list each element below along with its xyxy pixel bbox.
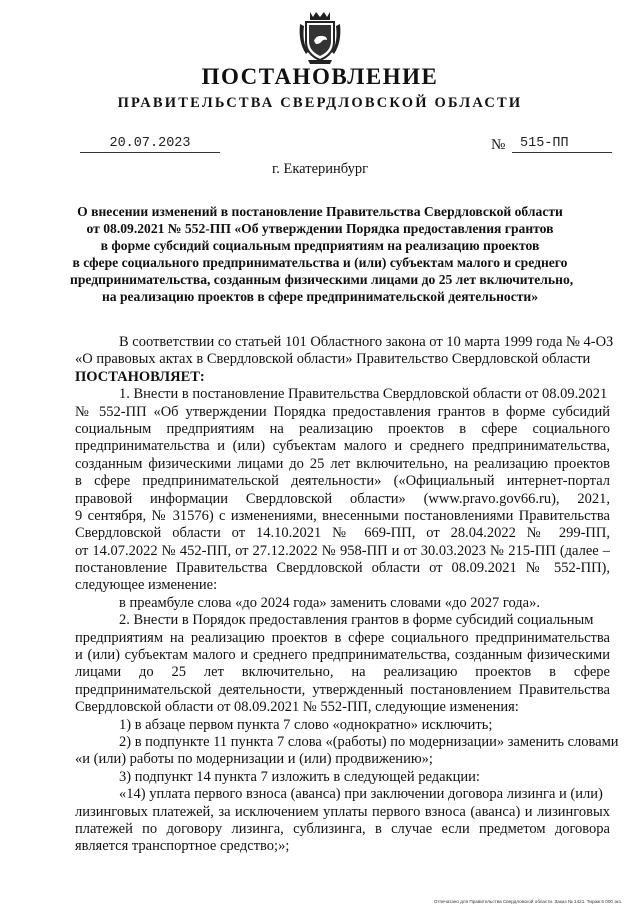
body-line: предпринимательской деятельности, утвержденный постановлением Правительства <box>75 681 610 698</box>
body-line: «и (или) работы по модернизации и (или) продвижению»; <box>75 751 433 768</box>
body-line: в преамбуле слова «до 2024 года» заменить словами «до 2027 года». <box>119 594 540 611</box>
document-type-heading: ПОСТАНОВЛЕНИЕ <box>201 64 439 89</box>
body-line: 1. Внести в постановление Правительства Свердловской области от 08.09.2021 <box>119 386 608 403</box>
issuing-organization: ПРАВИТЕЛЬСТВА СВЕРДЛОВСКОЙ ОБЛАСТИ <box>117 95 523 111</box>
title-line: на реализацию проектов в сфере предпринимательской деятельности» <box>101 289 539 304</box>
body-line: и (или) субъектам малого и среднего предпринимательства, созданным физическими <box>75 647 610 664</box>
document-title <box>70 203 574 305</box>
body-line: социальным предприятиям на реализацию проектов в сфере социального <box>75 420 610 437</box>
title-line: от 08.09.2021 № 552-ПП «Об утверждении Порядка предоставления грантов <box>86 221 554 236</box>
body-line: лизинговых платежей, за исключением уплаты первого взноса (аванса) и лизинговых <box>75 803 610 820</box>
body-line: 9 сентября, № 31576) с изменениями, внесенными постановлениями Правительства <box>75 507 610 524</box>
body-line: 2. Внести в Порядок предоставления грантов в форме субсидий социальным <box>119 612 594 629</box>
coat-of-arms-icon <box>296 8 344 68</box>
body-line: предприятиям на реализацию проектов в сфере социального предпринимательства <box>75 629 610 646</box>
body-line: «О правовых актах в Свердловской области» Правительство Свердловской области <box>75 351 591 368</box>
print-note: Отпечатано для Правительства Свердловской области. Заказ № 1421. Тираж 5 000 экз. <box>433 899 622 904</box>
title-line: в форме субсидий социальным предприятиям на реализацию проектов <box>100 238 540 253</box>
body-line: 2) в подпункте 11 пункта 7 слова «(работы) по модернизации» заменить словами <box>119 733 619 750</box>
body-line: Свердловской области от 14.10.2021 № 669-ПП, от 28.04.2022 № 299-ПП, <box>75 525 610 542</box>
body-line: созданным физическими лицами до 25 лет включительно, на реализацию проектов <box>75 455 610 472</box>
document-number: 515-ПП <box>512 136 612 153</box>
number-sign: № <box>491 137 506 153</box>
body-line: «14) уплата первого взноса (аванса) при заключении договора лизинга и (или) <box>119 786 603 803</box>
title-line: О внесении изменений в постановление Правительства Свердловской области <box>77 204 563 219</box>
body-line: следующее изменение: <box>75 577 218 594</box>
body-line: в сфере предпринимательской деятельности» («Официальный интернет-портал <box>75 473 610 490</box>
body-line: является транспортное средство;»; <box>75 838 290 855</box>
body-line: 1) в абзаце первом пункта 7 слово «однократно» исключить; <box>119 716 493 733</box>
body-line: постановление Правительства Свердловской области от 08.09.2021 № 552-ПП), <box>75 560 610 577</box>
document-date: 20.07.2023 <box>80 136 220 153</box>
resolution-keyword: ПОСТАНОВЛЯЕТ: <box>75 368 205 385</box>
title-line: в сфере социального предпринимательства и (или) субъектам малого и среднего <box>72 255 568 270</box>
body-line: лицами до 25 лет включительно, на реализацию проектов в сфере <box>75 664 610 681</box>
document-body <box>75 334 619 856</box>
body-line: правовой информации Свердловской области» (www.pravo.gov66.ru), 2021, <box>75 490 610 507</box>
body-line: платежей по договору лизинга, сублизинга, в случае если предметом договора <box>75 820 610 837</box>
body-line: от 14.07.2022 № 452-ПП, от 27.12.2022 № 958-ПП и от 30.03.2023 № 215-ПП (далее – <box>75 542 610 559</box>
body-line: 3) подпункт 14 пункта 7 изложить в следующей редакции: <box>119 768 480 785</box>
document-city: г. Екатеринбург <box>271 161 369 177</box>
body-line: предпринимательства и (или) субъектам малого и среднего предпринимательства, <box>75 438 610 455</box>
title-line: предпринимательства, созданным физическими лицами до 25 лет включительно, <box>70 272 574 287</box>
body-line: В соответствии со статьей 101 Областного закона от 10 марта 1999 года № 4-ОЗ <box>119 334 614 350</box>
body-line: № 552-ПП «Об утверждении Порядка предоставления грантов в форме субсидий <box>75 403 610 420</box>
body-line: Свердловской области от 08.09.2021 № 552-ПП, следующие изменения: <box>75 699 519 716</box>
